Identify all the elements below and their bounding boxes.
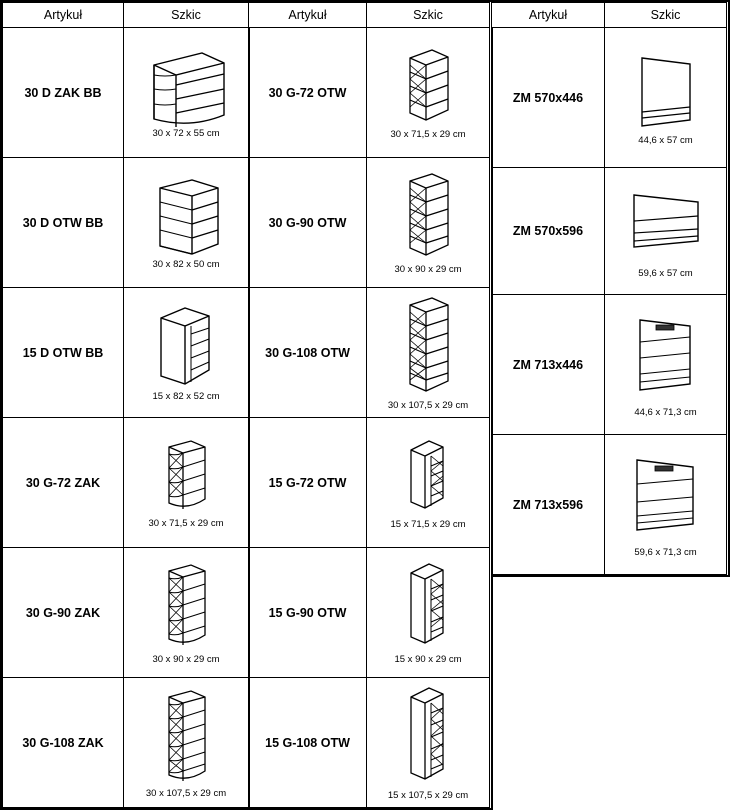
table-row [3,28,249,158]
dimensions-label: 15 x 82 x 52 cm [152,391,220,403]
article-name: 30 G-72 OTW [249,28,367,158]
article-name: 30 G-90 ZAK [3,548,124,678]
article-name: 30 G-108 ZAK [3,678,124,808]
panel-tall-icon [605,312,726,406]
cabinet-wall-open-tall-icon [367,171,489,263]
article-name: 30 G-72 ZAK [3,418,124,548]
table-row [249,288,490,418]
article-name: 15 G-90 OTW [249,548,367,678]
table-row [249,158,490,288]
cabinet-wall-open-icon [367,46,489,128]
header-sketch: Szkic [124,3,249,28]
sketch-cell [124,158,249,288]
sketch-cell [605,168,727,295]
dimensions-label: 15 x 71,5 x 29 cm [390,519,466,531]
cabinet-base-open-icon [124,176,248,258]
cabinet-wall-curved-xtall-icon [124,687,248,787]
dimensions-label: 59,6 x 71,3 cm [634,547,697,559]
cabinet-wall-curved-icon [124,437,248,517]
sketch-cell [124,28,249,158]
dimensions-label: 30 x 71,5 x 29 cm [390,129,466,141]
sketch-cell [367,418,490,548]
table-row [249,28,490,158]
dimensions-label: 15 x 107,5 x 29 cm [387,790,469,802]
cabinet-wall-open-xtall-icon [367,295,489,399]
sketch-cell [367,158,490,288]
table-row [3,548,249,678]
column-2 [248,0,493,810]
cabinet-wall-narrow-icon [367,436,489,518]
table-row [249,678,490,808]
dimensions-label: 15 x 90 x 29 cm [394,654,462,666]
table-row [492,435,727,575]
dimensions-label: 30 x 90 x 29 cm [394,264,462,276]
table-row [249,548,490,678]
cabinet-narrow-open-icon [124,304,248,390]
sketch-cell [605,28,727,168]
panel-wide-icon [605,185,726,267]
column-1 [0,0,250,810]
article-name: ZM 713x596 [492,435,605,575]
panel-plain-icon [605,50,726,134]
article-name: ZM 713x446 [492,295,605,435]
cabinet-wall-narrow-xtall-icon [367,685,489,789]
sketch-cell [124,288,249,418]
table-row [3,678,249,808]
panel-tall-wide-icon [605,452,726,546]
table-row [3,288,249,418]
sketch-cell [124,678,249,808]
article-name: 15 D OTW BB [3,288,124,418]
dimensions-label: 44,6 x 57 cm [638,135,693,147]
dimensions-label: 30 x 90 x 29 cm [152,654,220,666]
sketch-cell [367,28,490,158]
header-article: Artykuł [492,3,605,28]
cabinet-wall-curved-tall-icon [124,561,248,653]
column-3 [491,0,730,577]
cabinet-corner-open-icon [124,47,248,127]
sketch-cell [367,678,490,808]
sketch-cell [605,295,727,435]
table-row [249,418,490,548]
article-name: ZM 570x596 [492,168,605,295]
dimensions-label: 44,6 x 71,3 cm [634,407,697,419]
sketch-cell [367,548,490,678]
table-header-row [492,3,727,28]
header-sketch: Szkic [605,3,727,28]
sketch-cell [124,418,249,548]
dimensions-label: 59,6 x 57 cm [638,267,693,279]
header-sketch: Szkic [367,3,490,28]
dimensions-label: 30 x 72 x 55 cm [152,128,220,140]
sketch-cell [367,288,490,418]
sketch-cell [605,435,727,575]
table-row [492,28,727,168]
article-name: 30 G-90 OTW [249,158,367,288]
header-article: Artykuł [3,3,124,28]
table-row [492,295,727,435]
article-name: 15 G-108 OTW [249,678,367,808]
header-article: Artykuł [249,3,367,28]
table-row [3,158,249,288]
article-name: 30 G-108 OTW [249,288,367,418]
table-header-row [3,3,249,28]
table-header-row [249,3,490,28]
article-name: ZM 570x446 [492,28,605,168]
dimensions-label: 30 x 82 x 50 cm [152,259,220,271]
dimensions-label: 30 x 107,5 x 29 cm [387,400,469,412]
article-name: 15 G-72 OTW [249,418,367,548]
article-name: 30 D OTW BB [3,158,124,288]
dimensions-label: 30 x 107,5 x 29 cm [145,788,227,800]
article-name: 30 D ZAK BB [3,28,124,158]
table-row [3,418,249,548]
table-row [492,168,727,295]
cabinet-wall-narrow-tall-icon [367,561,489,653]
sketch-cell [124,548,249,678]
dimensions-label: 30 x 71,5 x 29 cm [148,518,224,530]
